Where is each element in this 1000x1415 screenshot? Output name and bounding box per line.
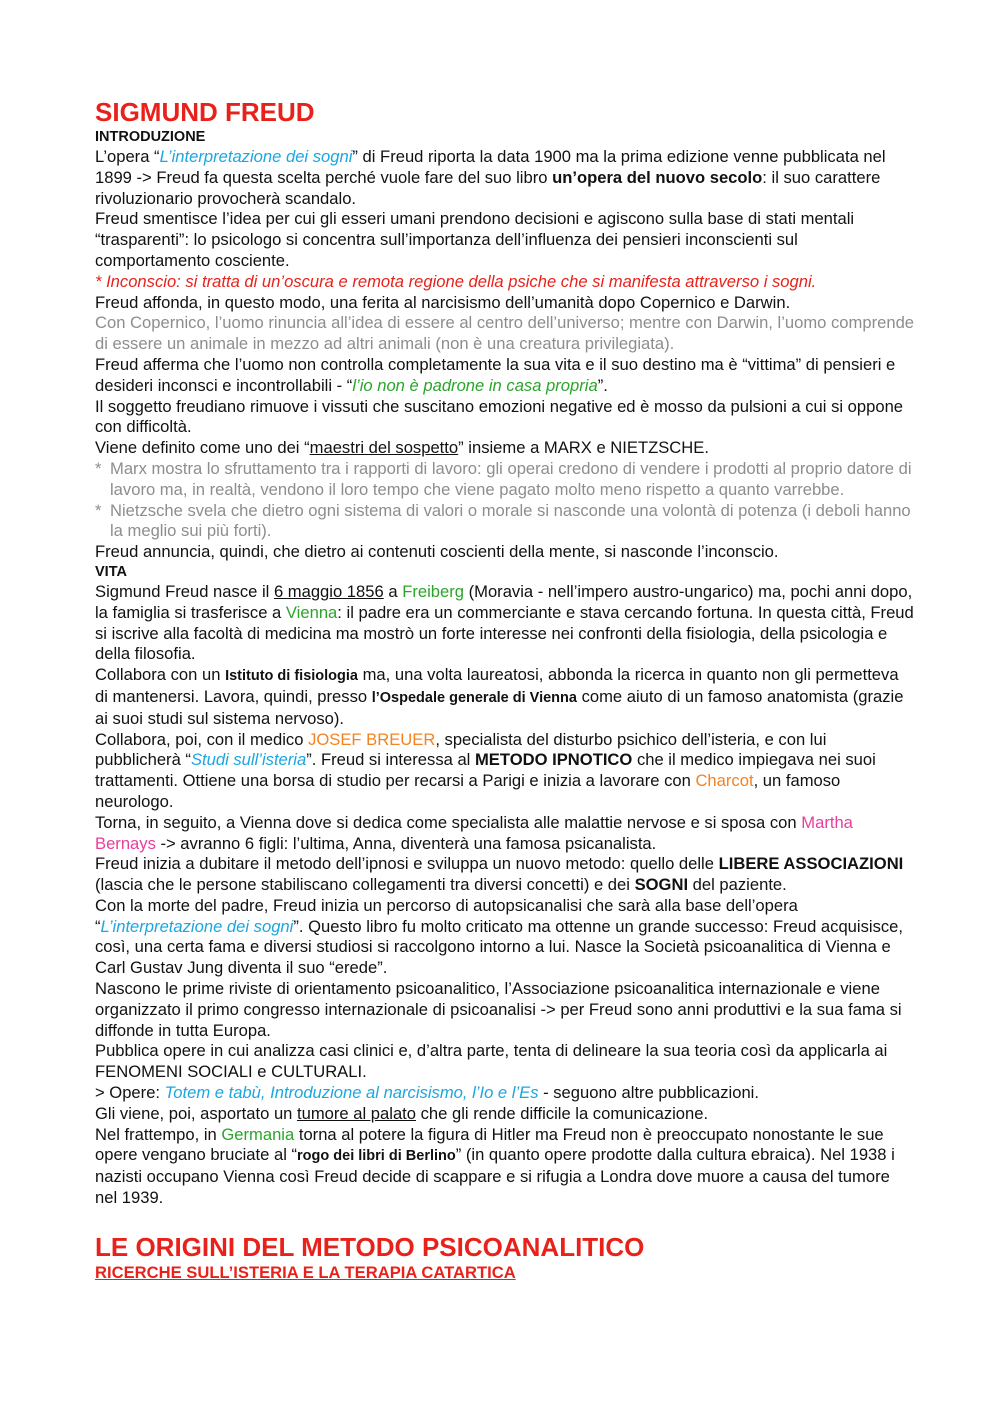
work-title: Studi sull’isteria — [190, 750, 307, 770]
text: Sigmund Freud nasce il — [95, 581, 274, 601]
vita-paragraph-7: Nascono le prime riviste di orientamento psicoanalitico, l’Associazione psicoanalitica internazionale e viene organizzato il primo congresso internazionale di psicoanalisi -> per Freud sono anni produttivi e la sua fama si diffonde in tutta Europa. — [95, 979, 902, 1040]
text: ”. Questo libro fu molto criticato ma ottenne un grande successo: Freud acquisisce, così, una certa fama e diversi studiosi si raccolgono intorno a lui. Nasce la Società psicoanalitica di Vienna e Carl Gustav Jung diventa il suo “erede”. — [95, 916, 904, 978]
text: Nel frattempo, in — [95, 1124, 222, 1144]
text: ” (in quanto opere prodotte dalla cultura ebraica). Nel 1938 i nazisti occupano Vienna così Freud decide di scappare e si rifugia a Londra dove muore a causa del tumore nel 1939. — [95, 1145, 895, 1208]
text: che gli rende difficile la comunicazione. — [416, 1103, 709, 1123]
place-name: Freiberg — [402, 581, 464, 601]
vita-paragraph-3 — [95, 730, 915, 813]
vita-paragraph-5 — [95, 854, 915, 896]
section-title: LE ORIGINI DEL METODO PSICOANALITICO — [95, 1231, 645, 1262]
work-titles: Totem e tabù, Introduzione al narcisismo, l’Io e l’Es — [164, 1083, 539, 1103]
text: - seguono altre pubblicazioni. — [538, 1083, 759, 1103]
section-subtitle: RICERCHE SULL’ISTERIA E LA TERAPIA CATARTICA — [95, 1262, 516, 1282]
bullet-nietzsche — [95, 501, 915, 543]
text: , specialista del disturbo psichico dell’isteria, e con lui pubblicherà “ — [95, 729, 827, 770]
intro-paragraph-7 — [95, 438, 915, 459]
vita-paragraph-8: Pubblica opere in cui analizza casi clinici e, d’altra parte, tenta di delineare la sua teoria così da applicarla ai FENOMENI SOCIALI e CULTURALI. — [95, 1041, 888, 1082]
text: torna al potere la figura di Hitler ma Freud non è preoccupato nonostante le sue opere vengano bruciate al “ — [95, 1124, 884, 1165]
quote-text: l’io non è padrone in casa propria — [352, 375, 598, 395]
text: -> avranno 6 figli: l’ultima, Anna, diventerà una famosa psicanalista. — [155, 833, 657, 853]
bullet-text: Nietzsche svela che dietro ogni sistema di valori o morale si nasconde una volontà di potenza (i deboli hanno la meglio sui più forti). — [110, 500, 911, 541]
bullet-mark: * — [95, 500, 102, 520]
page-title: SIGMUND FREUD — [95, 97, 315, 127]
vita-paragraph-4 — [95, 813, 915, 855]
intro-paragraph-3: Freud affonda, in questo modo, una ferita al narcisismo dell’umanità dopo Copernico e Darwin. — [95, 292, 791, 312]
person-name: JOSEF BREUER — [308, 729, 436, 749]
bold-text: LIBERE ASSOCIAZIONI — [718, 854, 904, 874]
work-title: L’interpretazione dei sogni — [159, 147, 353, 166]
section-spacer — [95, 1209, 915, 1231]
text: ” di Freud riporta la data 1900 ma la prima edizione venne pubblicata nel 1899 -> Freud fa questa scelta perché vuole fare del suo libro — [95, 147, 886, 187]
intro-paragraph-8: Freud annuncia, quindi, che dietro ai contenuti coscienti della mente, si nasconde l’inconscio. — [95, 542, 779, 562]
underlined-text: maestri del sospetto — [309, 438, 459, 458]
work-title: L’interpretazione dei sogni — [100, 916, 294, 936]
copernico-darwin-note: Con Copernico, l’uomo rinuncia all’idea di essere al centro dell’universo; mentre con Darwin, l’uomo comprende di essere un animale in mezzo ad altri animali (non è una creatura privilegiata). — [95, 313, 915, 354]
text: Gli viene, poi, asportato un — [95, 1103, 298, 1123]
text: Freud inizia a dubitare il metodo dell’ipnosi e sviluppa un nuovo metodo: quello delle — [95, 854, 719, 874]
text: a — [383, 581, 403, 601]
person-name: Martha Bernays — [95, 812, 853, 853]
text: ma, una volta laureatosi, abbonda la ricerca in quanto non gli permetteva di mantenersi. Lavora, quindi, presso — [95, 665, 899, 706]
underlined-text: tumore al palato — [297, 1103, 417, 1123]
vita-paragraph-9 — [95, 1083, 915, 1104]
vita-paragraph-2 — [95, 665, 915, 729]
bullet-mark: * — [95, 458, 102, 478]
text: Torna, in seguito, a Vienna dove si dedica come specialista alle malattie nervose e si sposa con — [95, 812, 802, 832]
text: (Moravia - nell’impero austro-ungarico) ma, pochi anni dopo, la famiglia si trasferisce a — [95, 581, 913, 622]
bold-text: rogo dei libri di Berlino — [297, 1148, 456, 1165]
text: , un famoso neurologo. — [95, 771, 841, 811]
text: : il suo carattere rivoluzionario provocherà scandalo. — [95, 167, 881, 208]
text: L’opera “ — [95, 147, 160, 166]
intro-paragraph-6: Il soggetto freudiano rimuove i vissuti che suscitano emozioni negative ed è mosso da pulsioni a cui si oppone con difficoltà. — [95, 396, 904, 437]
text: Freud afferma che l’uomo non controlla completamente la sua vita e il suo destino ma è “vittima” di pensieri e desideri inconsci e incontrollabili - “ — [95, 354, 896, 395]
bold-text: SOGNI — [634, 875, 689, 895]
place-name: Germania — [221, 1124, 295, 1144]
vita-paragraph-11 — [95, 1125, 915, 1209]
intro-paragraph-1 — [95, 147, 915, 209]
vita-paragraph-10 — [95, 1104, 915, 1125]
person-name: Charcot — [695, 771, 754, 791]
vita-paragraph-1 — [95, 582, 915, 665]
text: ” insieme a MARX e NIETZSCHE. — [458, 438, 709, 458]
text: (lascia che le persone stabiliscano collegamenti tra diversi concetti) e dei — [95, 875, 635, 895]
text: come aiuto di un famoso anatomista (grazie ai suoi studi sul sistema nervoso). — [95, 686, 904, 728]
text: Viene definito come uno dei “ — [95, 438, 310, 458]
text: : il padre era un commerciante e stava cercando fortuna. In questa città, Freud si iscrive alla facoltà di medicina ma mostrò un forte interesse nei confronti della fisiologia, della psicologia e della filosofia. — [95, 602, 914, 664]
intro-paragraph-5 — [95, 355, 915, 397]
bold-text: Istituto di fisiologia — [225, 668, 358, 685]
text: del paziente. — [688, 875, 787, 895]
bullet-text: Marx mostra lo sfruttamento tra i rapporti di lavoro: gli operai credono di vendere i prodotti al proprio datore di lavoro ma, in realtà, vendono il loro tempo che viene pagato molto meno rispetto a quanto varrebbe. — [110, 458, 912, 499]
vita-paragraph-6 — [95, 896, 915, 979]
bold-text: l’Ospedale generale di Vienna — [371, 689, 577, 706]
inconscio-note: * Inconscio: si tratta di un’oscura e remota regione della psiche che si manifesta attraverso i sogni. — [95, 271, 817, 291]
document-page — [95, 96, 915, 1283]
text: ”. Freud si interessa al — [306, 750, 475, 770]
intro-paragraph-2: Freud smentisce l’idea per cui gli esseri umani prendono decisioni e agiscono sulla base di stati mentali “trasparenti”: lo psicologo si concentra sull’importanza dell’influenza dei pensieri inconscienti sul comportamento cosciente. — [95, 209, 855, 270]
heading-vita: VITA — [95, 563, 127, 580]
text: Con la morte del padre, Freud inizia un percorso di autopsicanalisi che sarà alla base dell’opera “ — [95, 895, 798, 936]
text: Collabora, poi, con il medico — [95, 729, 309, 749]
bold-text: METODO IPNOTICO — [474, 750, 633, 770]
place-name: Vienna — [285, 602, 338, 622]
heading-introduzione: INTRODUZIONE — [95, 129, 206, 145]
birth-date: 6 maggio 1856 — [273, 581, 384, 601]
text: Collabora con un — [95, 665, 226, 685]
bold-text: un’opera del nuovo secolo — [552, 167, 763, 187]
text: > Opere: — [95, 1083, 165, 1103]
text: ”. — [597, 375, 608, 395]
bullet-marx — [95, 459, 915, 501]
text: che il medico impiegava nei suoi trattamenti. Ottiene una borsa di studio per recarsi a Parigi e inizia a lavorare con — [95, 750, 876, 791]
